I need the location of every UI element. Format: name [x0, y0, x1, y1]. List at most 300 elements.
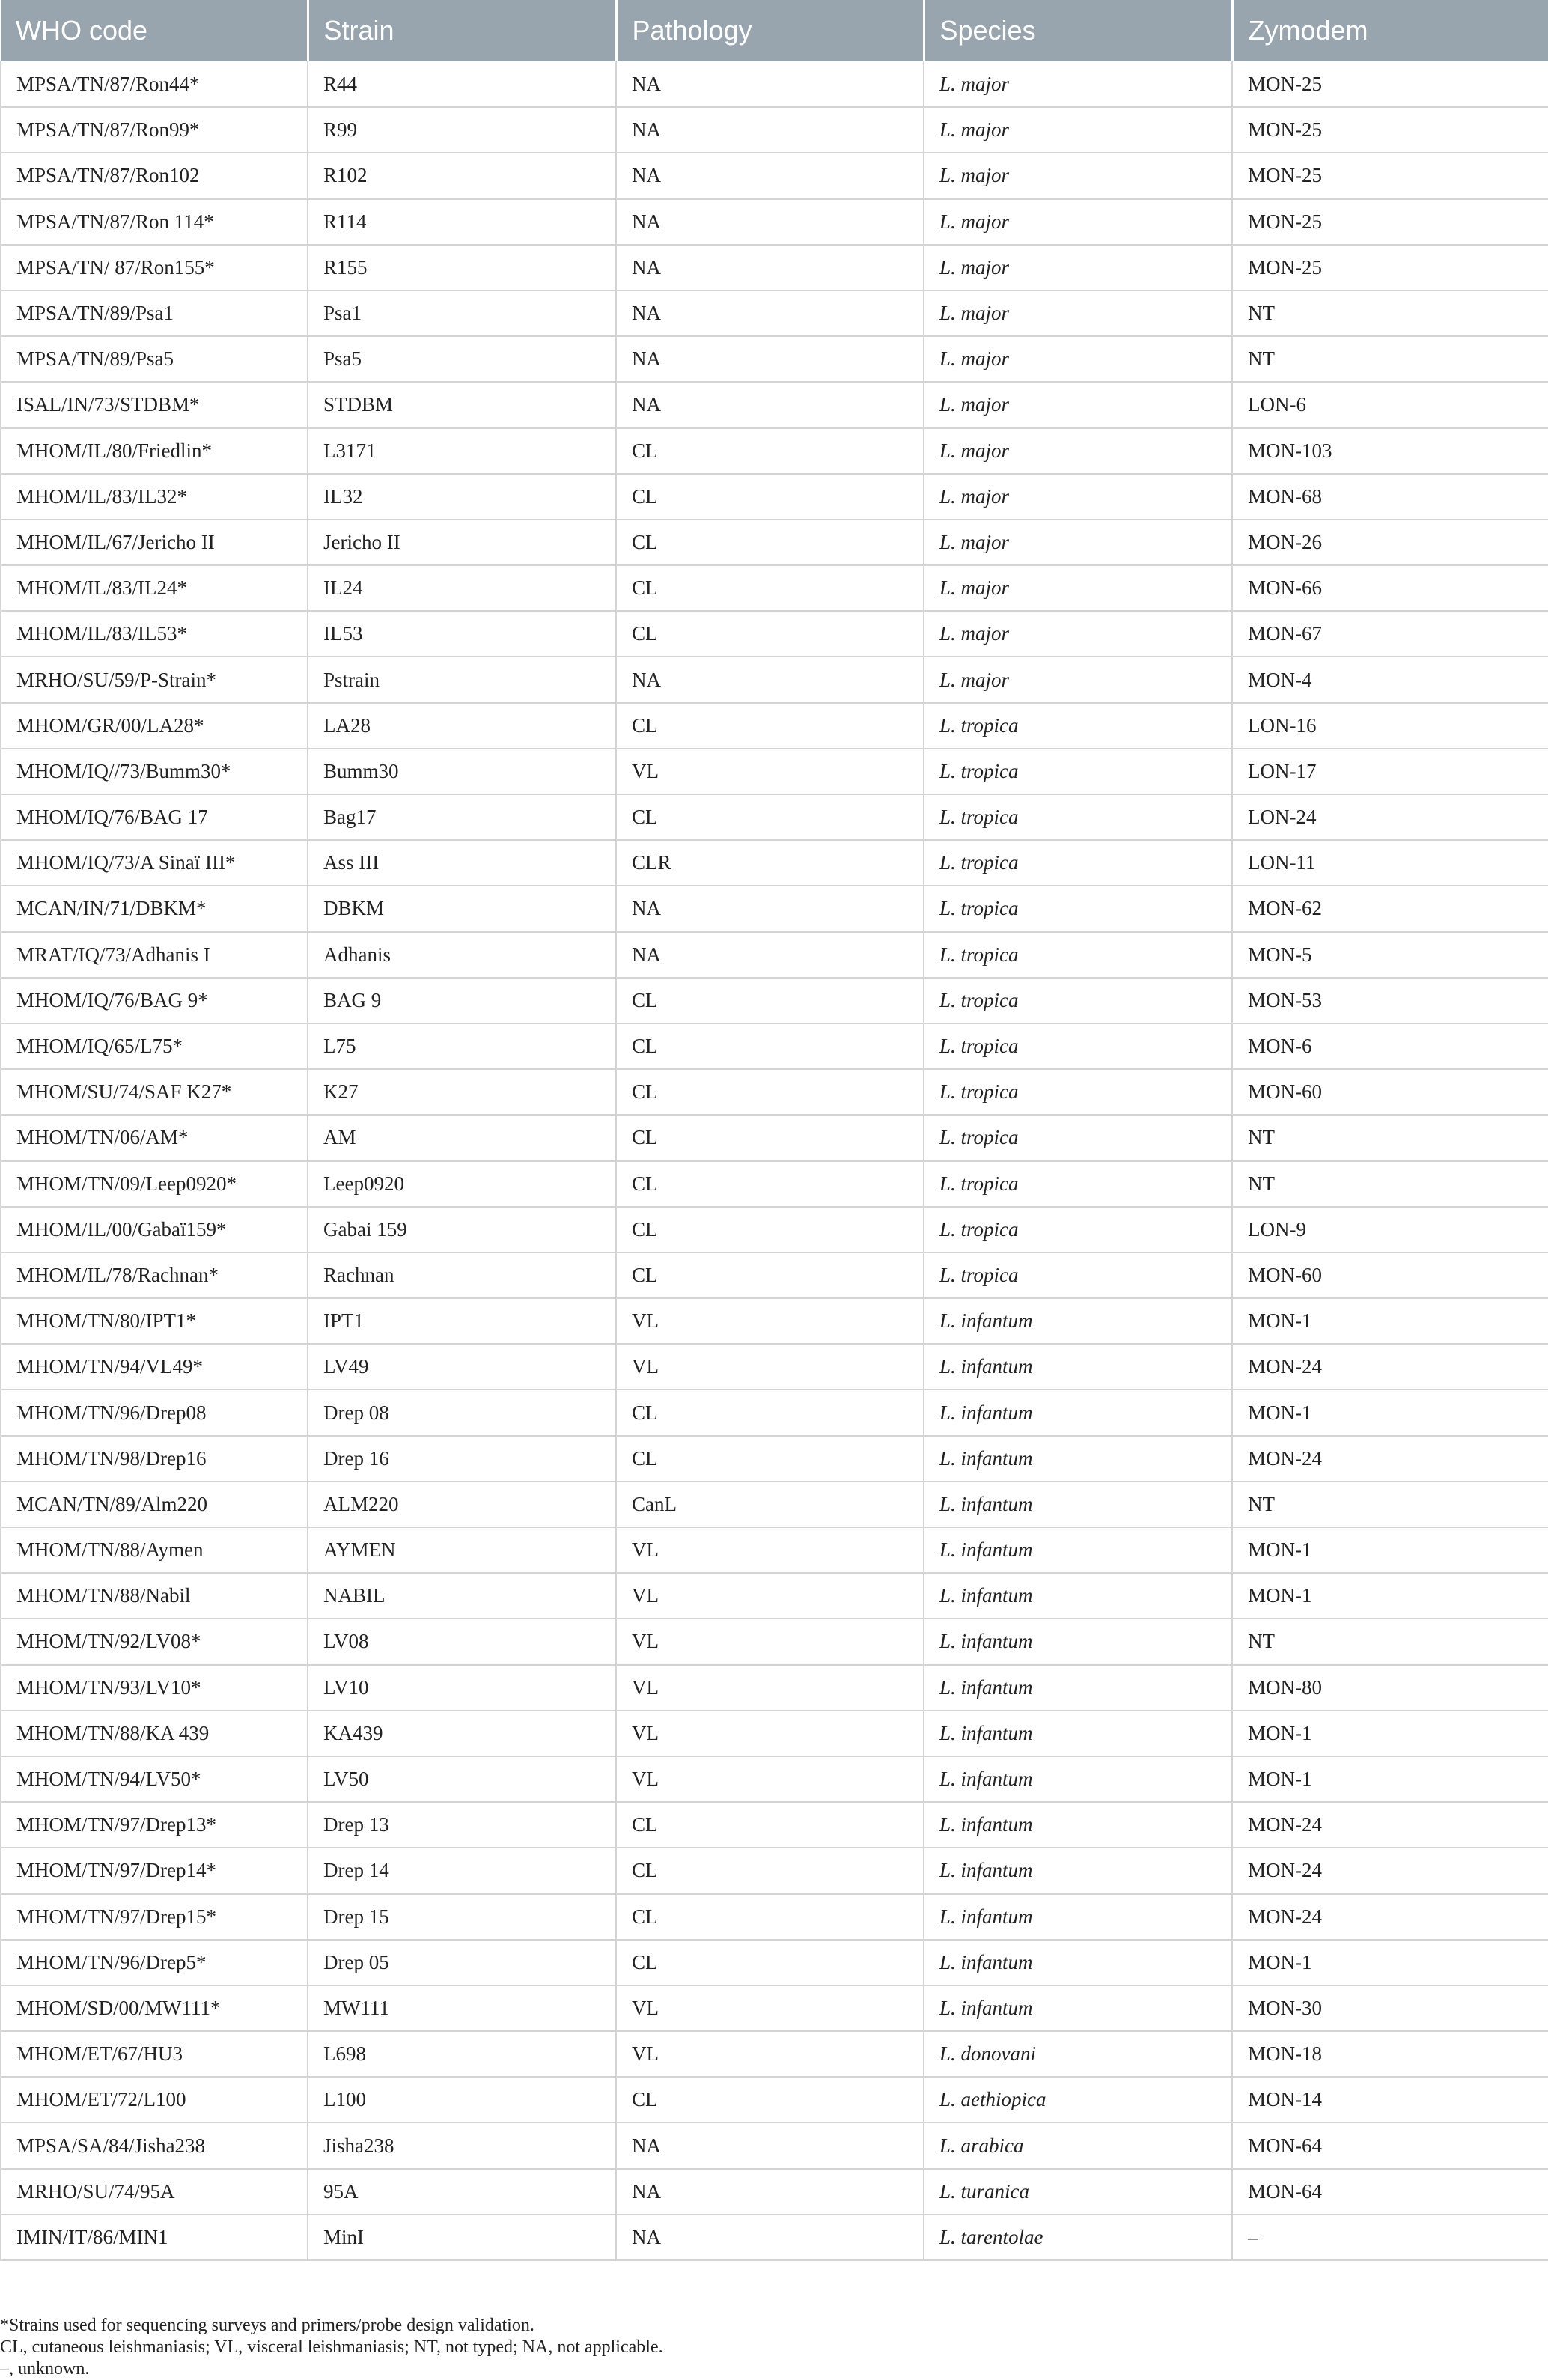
- cell-zymodem: MON-25: [1232, 61, 1548, 107]
- cell-strain: L75: [308, 1023, 616, 1069]
- cell-zymodem: LON-16: [1232, 703, 1548, 749]
- cell-strain: Drep 14: [308, 1848, 616, 1893]
- table-row: [1, 1802, 1548, 1848]
- cell-species: L. infantum: [924, 1848, 1232, 1893]
- cell-pathology: VL: [616, 749, 924, 794]
- cell-strain: Jericho II: [308, 520, 616, 565]
- cell-species: L. major: [924, 336, 1232, 382]
- cell-species: L. infantum: [924, 1894, 1232, 1940]
- cell-species: L. tropica: [924, 886, 1232, 931]
- cell-species: L. major: [924, 245, 1232, 290]
- cell-who-code: ISAL/IN/73/STDBM*: [1, 382, 308, 427]
- cell-who-code: MCAN/TN/89/Alm220: [1, 1482, 308, 1527]
- header-who-code: WHO code: [1, 0, 308, 61]
- cell-who-code: MHOM/IL/83/IL53*: [1, 611, 308, 657]
- cell-pathology: CL: [616, 978, 924, 1023]
- cell-pathology: NA: [616, 382, 924, 427]
- table-row: [1, 1756, 1548, 1802]
- cell-zymodem: MON-1: [1232, 1711, 1548, 1756]
- cell-pathology: CL: [616, 1802, 924, 1848]
- cell-pathology: CL: [616, 1848, 924, 1893]
- cell-who-code: MHOM/TN/09/Leep0920*: [1, 1161, 308, 1207]
- table-row: [1, 2169, 1548, 2215]
- cell-species: L. major: [924, 382, 1232, 427]
- cell-pathology: NA: [616, 657, 924, 702]
- cell-who-code: MHOM/IL/00/Gabaï159*: [1, 1207, 308, 1253]
- cell-pathology: CL: [616, 1894, 924, 1940]
- cell-zymodem: MON-66: [1232, 565, 1548, 611]
- cell-species: L. infantum: [924, 1985, 1232, 2031]
- cell-who-code: MHOM/TN/88/Aymen: [1, 1527, 308, 1573]
- table-row: [1, 1023, 1548, 1069]
- cell-strain: L3171: [308, 428, 616, 474]
- cell-species: L. infantum: [924, 1390, 1232, 1435]
- cell-strain: Drep 16: [308, 1436, 616, 1482]
- cell-who-code: MHOM/TN/88/Nabil: [1, 1573, 308, 1619]
- cell-pathology: VL: [616, 1711, 924, 1756]
- table-row: [1, 153, 1548, 198]
- cell-zymodem: MON-1: [1232, 1527, 1548, 1573]
- table-row: [1, 428, 1548, 474]
- table-row: [1, 1069, 1548, 1115]
- cell-who-code: MHOM/TN/94/VL49*: [1, 1344, 308, 1390]
- table-row: [1, 2031, 1548, 2077]
- footnote-abbreviations: CL, cutaneous leishmaniasis; VL, visceral leishmaniasis; NT, not typed; NA, not applicable.: [0, 2337, 663, 2357]
- cell-pathology: CL: [616, 1207, 924, 1253]
- cell-zymodem: MON-53: [1232, 978, 1548, 1023]
- cell-pathology: CL: [616, 474, 924, 520]
- cell-strain: Drep 13: [308, 1802, 616, 1848]
- cell-pathology: NA: [616, 245, 924, 290]
- cell-zymodem: MON-24: [1232, 1436, 1548, 1482]
- cell-strain: DBKM: [308, 886, 616, 931]
- cell-pathology: VL: [616, 1344, 924, 1390]
- cell-who-code: MPSA/TN/87/Ron44*: [1, 61, 308, 107]
- cell-species: L. tropica: [924, 1023, 1232, 1069]
- cell-strain: IL53: [308, 611, 616, 657]
- cell-pathology: VL: [616, 1527, 924, 1573]
- table-row: [1, 840, 1548, 886]
- cell-pathology: VL: [616, 1665, 924, 1711]
- cell-zymodem: LON-24: [1232, 794, 1548, 840]
- cell-zymodem: LON-11: [1232, 840, 1548, 886]
- cell-pathology: NA: [616, 336, 924, 382]
- cell-pathology: NA: [616, 2169, 924, 2215]
- cell-strain: Drep 08: [308, 1390, 616, 1435]
- cell-zymodem: MON-25: [1232, 245, 1548, 290]
- cell-strain: BAG 9: [308, 978, 616, 1023]
- header-zymodem: Zymodem: [1232, 0, 1548, 61]
- cell-who-code: MHOM/IL/78/Rachnan*: [1, 1253, 308, 1298]
- cell-who-code: MHOM/SU/74/SAF K27*: [1, 1069, 308, 1115]
- cell-zymodem: –: [1232, 2215, 1548, 2260]
- table-row: [1, 1161, 1548, 1207]
- cell-zymodem: MON-64: [1232, 2122, 1548, 2168]
- cell-species: L. infantum: [924, 1436, 1232, 1482]
- cell-pathology: NA: [616, 932, 924, 978]
- table-row: [1, 2122, 1548, 2168]
- table-row: [1, 1207, 1548, 1253]
- cell-zymodem: MON-24: [1232, 1802, 1548, 1848]
- cell-strain: Ass III: [308, 840, 616, 886]
- cell-zymodem: MON-24: [1232, 1344, 1548, 1390]
- cell-who-code: MHOM/IL/80/Friedlin*: [1, 428, 308, 474]
- table-row: [1, 749, 1548, 794]
- cell-who-code: MPSA/SA/84/Jisha238: [1, 2122, 308, 2168]
- table-row: [1, 1894, 1548, 1940]
- cell-strain: LV49: [308, 1344, 616, 1390]
- cell-zymodem: MON-24: [1232, 1848, 1548, 1893]
- cell-strain: R114: [308, 199, 616, 245]
- cell-strain: L100: [308, 2077, 616, 2122]
- cell-pathology: VL: [616, 1619, 924, 1664]
- cell-species: L. major: [924, 61, 1232, 107]
- cell-zymodem: MON-24: [1232, 1894, 1548, 1940]
- cell-pathology: NA: [616, 886, 924, 931]
- table-row: [1, 245, 1548, 290]
- table-row: [1, 1344, 1548, 1390]
- cell-strain: R155: [308, 245, 616, 290]
- cell-strain: Gabai 159: [308, 1207, 616, 1253]
- table-row: [1, 1390, 1548, 1435]
- table-row: [1, 794, 1548, 840]
- cell-pathology: VL: [616, 2031, 924, 2077]
- cell-who-code: MHOM/TN/88/KA 439: [1, 1711, 308, 1756]
- cell-species: L. arabica: [924, 2122, 1232, 2168]
- cell-pathology: NA: [616, 290, 924, 336]
- cell-strain: K27: [308, 1069, 616, 1115]
- cell-species: L. major: [924, 611, 1232, 657]
- cell-who-code: MHOM/ET/72/L100: [1, 2077, 308, 2122]
- table-row: [1, 1115, 1548, 1160]
- cell-zymodem: MON-103: [1232, 428, 1548, 474]
- cell-strain: IPT1: [308, 1298, 616, 1344]
- table-row: [1, 657, 1548, 702]
- cell-zymodem: MON-5: [1232, 932, 1548, 978]
- cell-strain: R44: [308, 61, 616, 107]
- cell-pathology: CL: [616, 2077, 924, 2122]
- cell-pathology: NA: [616, 61, 924, 107]
- cell-species: L. tropica: [924, 932, 1232, 978]
- cell-zymodem: MON-14: [1232, 2077, 1548, 2122]
- cell-who-code: MHOM/IQ/76/BAG 17: [1, 794, 308, 840]
- cell-pathology: CL: [616, 1023, 924, 1069]
- cell-zymodem: MON-4: [1232, 657, 1548, 702]
- cell-species: L. infantum: [924, 1527, 1232, 1573]
- table-row: [1, 2215, 1548, 2260]
- cell-who-code: MHOM/SD/00/MW111*: [1, 1985, 308, 2031]
- cell-species: L. aethiopica: [924, 2077, 1232, 2122]
- cell-species: L. tropica: [924, 1069, 1232, 1115]
- cell-who-code: MHOM/IQ/76/BAG 9*: [1, 978, 308, 1023]
- cell-zymodem: NT: [1232, 336, 1548, 382]
- cell-species: L. tropica: [924, 1115, 1232, 1160]
- table-footnotes: [0, 2315, 663, 2380]
- cell-who-code: MHOM/TN/94/LV50*: [1, 1756, 308, 1802]
- cell-zymodem: MON-6: [1232, 1023, 1548, 1069]
- cell-pathology: CL: [616, 1069, 924, 1115]
- table-row: [1, 1711, 1548, 1756]
- cell-species: L. major: [924, 107, 1232, 153]
- cell-who-code: MCAN/IN/71/DBKM*: [1, 886, 308, 931]
- cell-strain: LV08: [308, 1619, 616, 1664]
- cell-who-code: MHOM/TN/97/Drep13*: [1, 1802, 308, 1848]
- cell-who-code: MHOM/TN/80/IPT1*: [1, 1298, 308, 1344]
- header-strain: Strain: [308, 0, 616, 61]
- table-row: [1, 1482, 1548, 1527]
- cell-pathology: NA: [616, 2122, 924, 2168]
- cell-pathology: CL: [616, 1115, 924, 1160]
- cell-zymodem: NT: [1232, 1161, 1548, 1207]
- cell-who-code: MPSA/TN/ 87/Ron155*: [1, 245, 308, 290]
- cell-zymodem: MON-30: [1232, 1985, 1548, 2031]
- cell-pathology: CL: [616, 1940, 924, 1985]
- cell-zymodem: MON-68: [1232, 474, 1548, 520]
- cell-who-code: MRHO/SU/59/P-Strain*: [1, 657, 308, 702]
- cell-strain: ALM220: [308, 1482, 616, 1527]
- cell-strain: R99: [308, 107, 616, 153]
- cell-strain: Bumm30: [308, 749, 616, 794]
- cell-zymodem: MON-80: [1232, 1665, 1548, 1711]
- cell-pathology: CL: [616, 565, 924, 611]
- cell-zymodem: NT: [1232, 1115, 1548, 1160]
- cell-strain: KA439: [308, 1711, 616, 1756]
- cell-zymodem: NT: [1232, 1619, 1548, 1664]
- table-row: [1, 611, 1548, 657]
- cell-zymodem: MON-67: [1232, 611, 1548, 657]
- cell-who-code: MHOM/IL/67/Jericho II: [1, 520, 308, 565]
- table-row: [1, 1253, 1548, 1298]
- cell-zymodem: LON-17: [1232, 749, 1548, 794]
- cell-species: L. tropica: [924, 703, 1232, 749]
- cell-species: L. tropica: [924, 794, 1232, 840]
- cell-who-code: MPSA/TN/89/Psa5: [1, 336, 308, 382]
- cell-strain: Drep 05: [308, 1940, 616, 1985]
- cell-strain: NABIL: [308, 1573, 616, 1619]
- cell-strain: Rachnan: [308, 1253, 616, 1298]
- cell-species: L. tropica: [924, 840, 1232, 886]
- cell-pathology: CL: [616, 703, 924, 749]
- cell-strain: Adhanis: [308, 932, 616, 978]
- cell-who-code: MHOM/TN/97/Drep14*: [1, 1848, 308, 1893]
- table-body: [1, 61, 1548, 2260]
- cell-zymodem: MON-60: [1232, 1253, 1548, 1298]
- cell-species: L. infantum: [924, 1802, 1232, 1848]
- table-row: [1, 336, 1548, 382]
- cell-zymodem: MON-1: [1232, 1573, 1548, 1619]
- cell-species: L. infantum: [924, 1298, 1232, 1344]
- cell-strain: MinI: [308, 2215, 616, 2260]
- cell-species: L. tarentolae: [924, 2215, 1232, 2260]
- header-pathology: Pathology: [616, 0, 924, 61]
- cell-zymodem: NT: [1232, 1482, 1548, 1527]
- cell-species: L. major: [924, 657, 1232, 702]
- cell-zymodem: MON-1: [1232, 1756, 1548, 1802]
- table-row: [1, 2077, 1548, 2122]
- table-row: [1, 978, 1548, 1023]
- cell-zymodem: MON-64: [1232, 2169, 1548, 2215]
- table-row: [1, 1848, 1548, 1893]
- table-row: [1, 382, 1548, 427]
- cell-who-code: MPSA/TN/87/Ron99*: [1, 107, 308, 153]
- cell-who-code: MHOM/IQ/65/L75*: [1, 1023, 308, 1069]
- cell-pathology: VL: [616, 1298, 924, 1344]
- cell-strain: STDBM: [308, 382, 616, 427]
- cell-strain: AM: [308, 1115, 616, 1160]
- cell-species: L. tropica: [924, 1161, 1232, 1207]
- cell-species: L. donovani: [924, 2031, 1232, 2077]
- cell-strain: Psa1: [308, 290, 616, 336]
- cell-who-code: MHOM/TN/98/Drep16: [1, 1436, 308, 1482]
- cell-species: L. infantum: [924, 1940, 1232, 1985]
- cell-species: L. infantum: [924, 1619, 1232, 1664]
- cell-zymodem: MON-25: [1232, 153, 1548, 198]
- cell-who-code: MHOM/IL/83/IL24*: [1, 565, 308, 611]
- cell-who-code: MHOM/TN/93/LV10*: [1, 1665, 308, 1711]
- cell-zymodem: MON-1: [1232, 1298, 1548, 1344]
- cell-species: L. infantum: [924, 1665, 1232, 1711]
- cell-strain: Psa5: [308, 336, 616, 382]
- table-row: [1, 565, 1548, 611]
- cell-strain: Leep0920: [308, 1161, 616, 1207]
- table-row: [1, 61, 1548, 107]
- cell-strain: IL32: [308, 474, 616, 520]
- cell-who-code: MHOM/GR/00/LA28*: [1, 703, 308, 749]
- cell-species: L. major: [924, 153, 1232, 198]
- cell-species: L. infantum: [924, 1482, 1232, 1527]
- cell-strain: MW111: [308, 1985, 616, 2031]
- cell-who-code: MRAT/IQ/73/Adhanis I: [1, 932, 308, 978]
- table-row: [1, 703, 1548, 749]
- cell-zymodem: MON-60: [1232, 1069, 1548, 1115]
- cell-who-code: MHOM/IQ//73/Bumm30*: [1, 749, 308, 794]
- cell-pathology: NA: [616, 199, 924, 245]
- cell-species: L. major: [924, 290, 1232, 336]
- cell-strain: L698: [308, 2031, 616, 2077]
- table-row: [1, 1298, 1548, 1344]
- table-row: [1, 199, 1548, 245]
- cell-who-code: MHOM/TN/96/Drep08: [1, 1390, 308, 1435]
- table-row: [1, 107, 1548, 153]
- cell-species: L. infantum: [924, 1711, 1232, 1756]
- cell-species: L. tropica: [924, 749, 1232, 794]
- cell-species: L. tropica: [924, 978, 1232, 1023]
- cell-strain: Bag17: [308, 794, 616, 840]
- cell-strain: IL24: [308, 565, 616, 611]
- cell-pathology: CL: [616, 1390, 924, 1435]
- cell-pathology: CL: [616, 1436, 924, 1482]
- cell-pathology: VL: [616, 1573, 924, 1619]
- table-header: [1, 0, 1548, 61]
- header-species: Species: [924, 0, 1232, 61]
- cell-species: L. major: [924, 520, 1232, 565]
- table-row: [1, 886, 1548, 931]
- cell-pathology: CL: [616, 1161, 924, 1207]
- cell-zymodem: MON-26: [1232, 520, 1548, 565]
- cell-strain: AYMEN: [308, 1527, 616, 1573]
- cell-species: L. infantum: [924, 1573, 1232, 1619]
- cell-zymodem: MON-1: [1232, 1390, 1548, 1435]
- cell-who-code: MHOM/TN/97/Drep15*: [1, 1894, 308, 1940]
- cell-strain: LV10: [308, 1665, 616, 1711]
- cell-strain: LV50: [308, 1756, 616, 1802]
- table-row: [1, 932, 1548, 978]
- cell-who-code: MPSA/TN/89/Psa1: [1, 290, 308, 336]
- cell-zymodem: MON-25: [1232, 107, 1548, 153]
- cell-who-code: MHOM/ET/67/HU3: [1, 2031, 308, 2077]
- table-row: [1, 474, 1548, 520]
- table-row: [1, 1985, 1548, 2031]
- cell-pathology: NA: [616, 2215, 924, 2260]
- table-row: [1, 1619, 1548, 1664]
- cell-zymodem: LON-9: [1232, 1207, 1548, 1253]
- table-header-row: [1, 0, 1548, 61]
- table-row: [1, 290, 1548, 336]
- cell-species: L. infantum: [924, 1756, 1232, 1802]
- cell-pathology: CL: [616, 794, 924, 840]
- cell-species: L. major: [924, 428, 1232, 474]
- table-row: [1, 1665, 1548, 1711]
- table-row: [1, 1940, 1548, 1985]
- cell-pathology: CL: [616, 428, 924, 474]
- cell-who-code: MHOM/TN/06/AM*: [1, 1115, 308, 1160]
- cell-pathology: CL: [616, 520, 924, 565]
- cell-who-code: IMIN/IT/86/MIN1: [1, 2215, 308, 2260]
- cell-strain: LA28: [308, 703, 616, 749]
- table-row: [1, 1436, 1548, 1482]
- cell-species: L. major: [924, 565, 1232, 611]
- cell-species: L. infantum: [924, 1344, 1232, 1390]
- cell-strain: Drep 15: [308, 1894, 616, 1940]
- cell-zymodem: MON-18: [1232, 2031, 1548, 2077]
- cell-zymodem: MON-1: [1232, 1940, 1548, 1985]
- cell-species: L. major: [924, 474, 1232, 520]
- cell-who-code: MHOM/IL/83/IL32*: [1, 474, 308, 520]
- cell-who-code: MHOM/TN/92/LV08*: [1, 1619, 308, 1664]
- cell-who-code: MPSA/TN/87/Ron 114*: [1, 199, 308, 245]
- cell-species: L. tropica: [924, 1207, 1232, 1253]
- cell-pathology: CanL: [616, 1482, 924, 1527]
- cell-zymodem: NT: [1232, 290, 1548, 336]
- cell-zymodem: MON-25: [1232, 199, 1548, 245]
- cell-species: L. turanica: [924, 2169, 1232, 2215]
- cell-strain: R102: [308, 153, 616, 198]
- cell-zymodem: LON-6: [1232, 382, 1548, 427]
- footnote-asterisk: *Strains used for sequencing surveys and primers/probe design validation.: [0, 2316, 534, 2335]
- cell-pathology: NA: [616, 153, 924, 198]
- cell-pathology: VL: [616, 1985, 924, 2031]
- cell-strain: Jisha238: [308, 2122, 616, 2168]
- cell-who-code: MHOM/IQ/73/A Sinaï III*: [1, 840, 308, 886]
- table-row: [1, 1573, 1548, 1619]
- cell-pathology: CL: [616, 611, 924, 657]
- cell-who-code: MPSA/TN/87/Ron102: [1, 153, 308, 198]
- cell-who-code: MHOM/TN/96/Drep5*: [1, 1940, 308, 1985]
- cell-pathology: CLR: [616, 840, 924, 886]
- cell-pathology: NA: [616, 107, 924, 153]
- cell-pathology: VL: [616, 1756, 924, 1802]
- cell-zymodem: MON-62: [1232, 886, 1548, 931]
- cell-strain: Pstrain: [308, 657, 616, 702]
- cell-pathology: CL: [616, 1253, 924, 1298]
- cell-species: L. tropica: [924, 1253, 1232, 1298]
- table-row: [1, 1527, 1548, 1573]
- cell-species: L. major: [924, 199, 1232, 245]
- cell-who-code: MRHO/SU/74/95A: [1, 2169, 308, 2215]
- cell-strain: 95A: [308, 2169, 616, 2215]
- table-row: [1, 520, 1548, 565]
- footnote-unknown: –, unknown.: [0, 2359, 90, 2379]
